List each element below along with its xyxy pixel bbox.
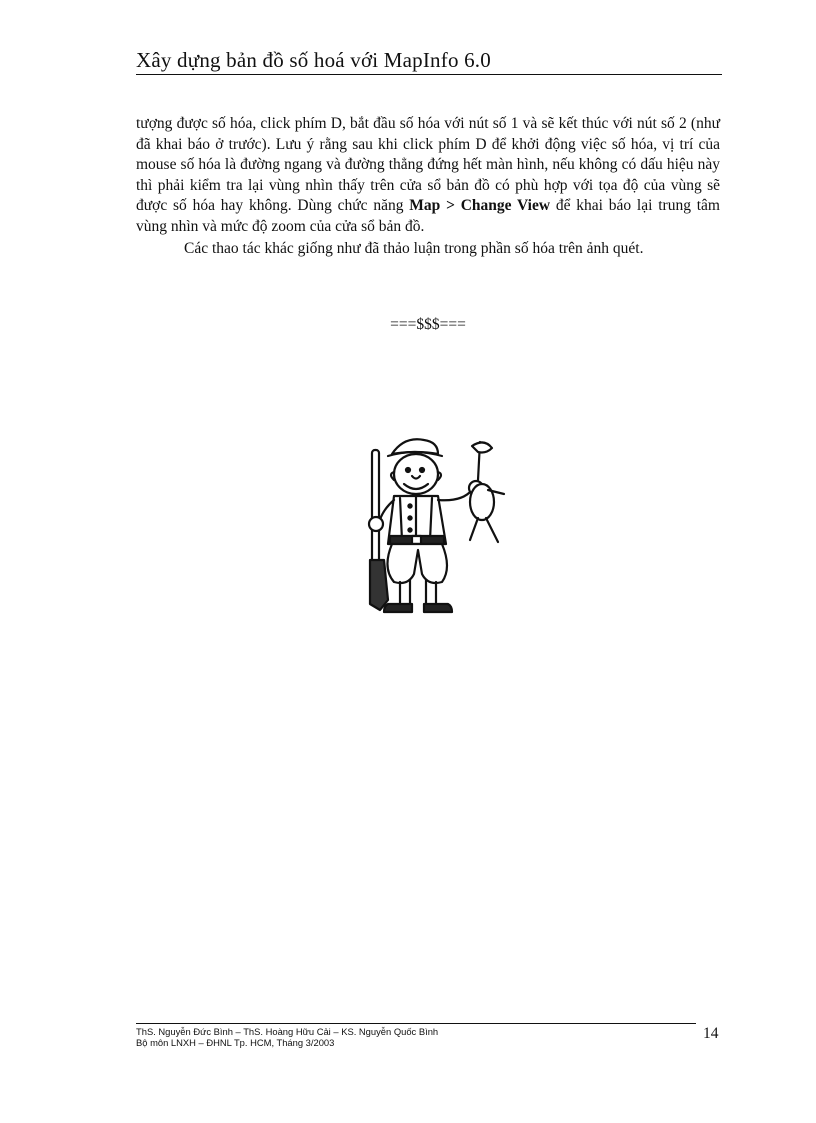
page-number: 14 bbox=[703, 1025, 719, 1042]
paragraph-1-text-a: tượng được số hóa, click phím D, bắt đầu số hóa với nút số 1 và sẽ kết thúc với nút số 2 (như đã khai báo ở trước). Lưu ý rằng sau khi click phím D để khởi động việc số hóa, vị trí của mouse số hóa là đường ngang và đường thẳng đứng hết màn hình, nếu không có dấu hiệu này thì phải kiểm tra lại vùng nhìn thấy trên cửa sổ bản đồ có phù hợp với tọa độ của vùng sẽ được số hóa hay không. Dùng chức năng bbox=[136, 115, 720, 214]
document-header-title: Xây dựng bản đồ số hoá với MapInfo 6.0 bbox=[136, 48, 491, 72]
paragraph-1-bold-command: Map > Change View bbox=[409, 197, 551, 214]
footer-authors: ThS. Nguyễn Đức Bình – ThS. Hoàng Hữu Cải – KS. Nguyễn Quốc Bình bbox=[136, 1026, 439, 1037]
paragraph-1 bbox=[136, 114, 720, 237]
footer-department-date: Bộ môn LNXH – ĐHNL Tp. HCM, Tháng 3/2003 bbox=[136, 1037, 335, 1048]
document-body bbox=[136, 114, 720, 260]
footer-credits bbox=[136, 1026, 438, 1048]
paragraph-1-text-b: để khai báo lại trung tâm vùng nhìn và mức độ zoom của cửa sổ bản đồ. bbox=[136, 197, 720, 235]
section-separator: ===$$$=== bbox=[390, 316, 466, 333]
cartoon-hunter-illustration bbox=[354, 432, 510, 622]
footer-rule bbox=[136, 1023, 696, 1024]
paragraph-2: Các thao tác khác giống như đã thảo luận trong phần số hóa trên ảnh quét. bbox=[184, 240, 644, 257]
header-rule bbox=[136, 74, 722, 75]
